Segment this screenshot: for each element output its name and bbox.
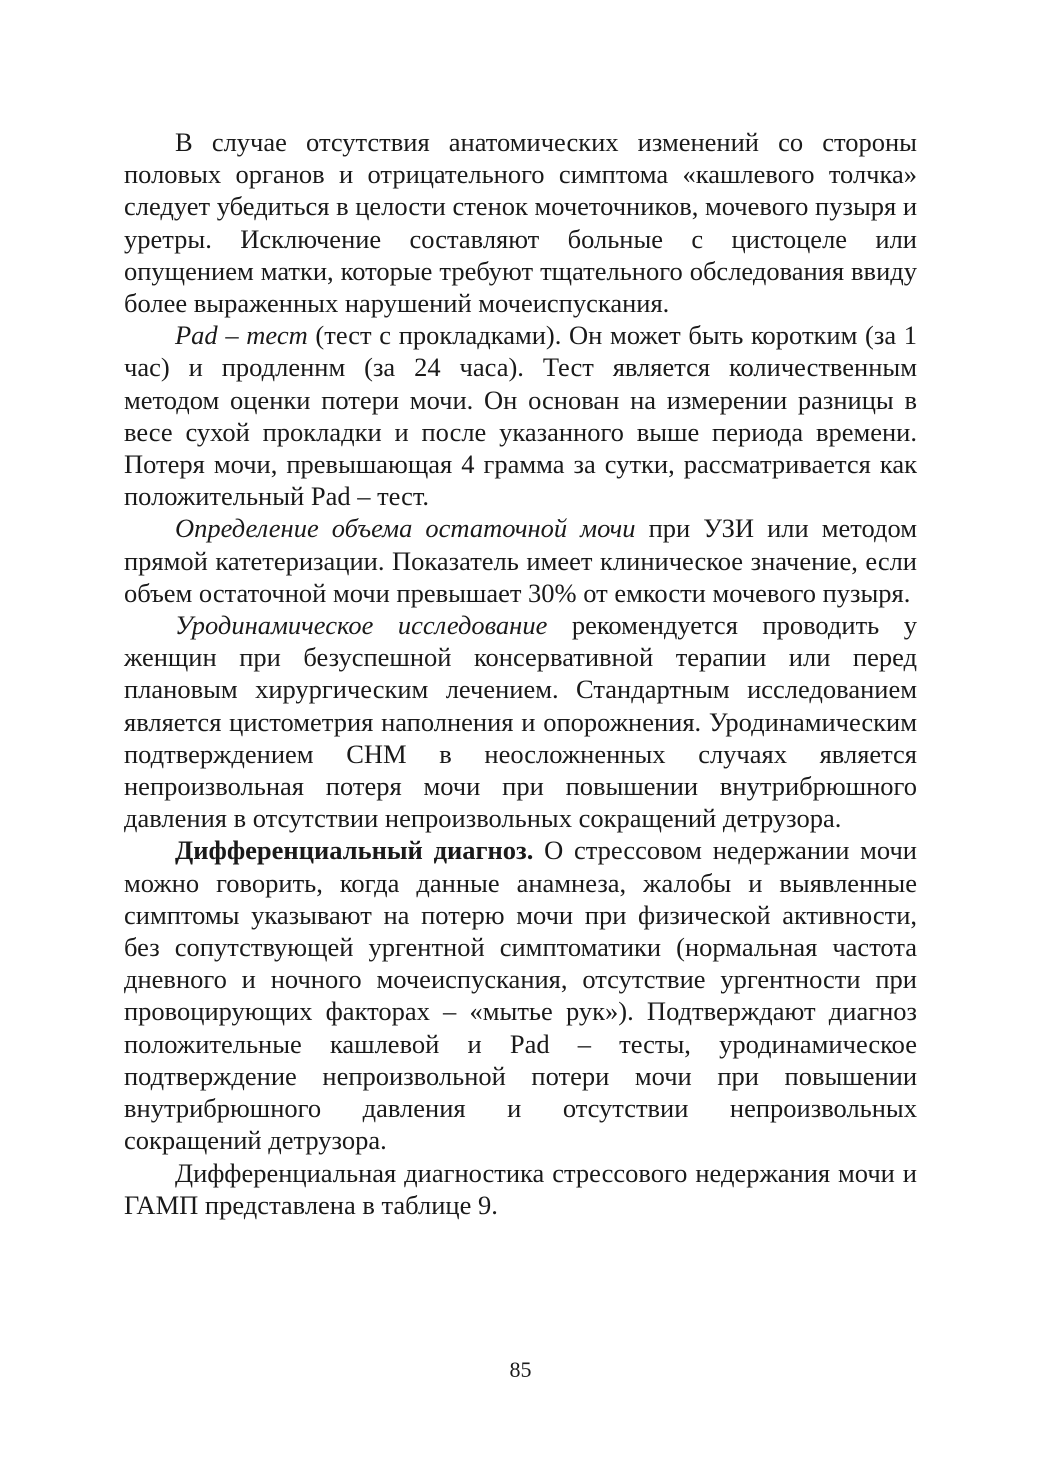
term-urodynamics: Уродинамическое исследование: [175, 610, 548, 641]
paragraph-urodynamics: [124, 609, 917, 834]
paragraph-residual-urine: [124, 512, 917, 609]
paragraph-text: рекомендуется проводить у женщин при безуспешной консервативной терапии или перед плановым хирургическим лечением. Стандартным исследованием является цистометрия наполнения и опорожнения. Уродинамическим подтверждением СНМ в неосложненных случаях является непроизвольная потеря мочи при повышении внутрибрюшного давления в отсутствии непроизвольных сокращений детрузора.: [124, 610, 917, 834]
paragraph-text: О стрессовом недержании мочи можно говорить, когда данные анамнеза, жалобы и выявленные симптомы указывают на потерю мочи при физической активности, без сопутствующей ургентной симптоматики (нормальная частота дневного и ночного мочеиспускания, отсутствие ургентности при провоцирующих факторах – «мытье рук»). Подтверждают диагноз положительные кашлевой и Pad – тесты, уродинамическое подтверждение непроизвольной потери мочи при повышении внутрибрюшного давления и отсутствии непроизвольных сокращений детрузора.: [124, 835, 917, 1156]
page-body: [124, 126, 917, 1221]
page-number: 85: [509, 1357, 532, 1382]
section-heading-differential-diagnosis: Дифференциальный диагноз.: [175, 835, 534, 866]
paragraph-text: при УЗИ или методом прямой катетеризации. Показатель имеет клиническое значение, если объем остаточной мочи превышает 30% от емкости мочевого пузыря.: [124, 513, 918, 608]
paragraph-pad-test: [124, 319, 917, 512]
paragraph-table-reference: [124, 1157, 917, 1221]
paragraph-differential-diagnosis: [124, 834, 917, 1156]
paragraph-text: Дифференциальная диагностика стрессового недержания мочи и ГАМП представлена в таблице 9.: [124, 1157, 917, 1220]
paragraph-anatomy: [124, 126, 917, 319]
paragraph-text: (тест с прокладками). Он может быть коротким (за 1 час) и продленнм (за 24 часа). Тест является количественным методом оценки потери мочи. Он основан на измерении разницы в весе сухой прокладки и после указанного выше периода времени. Потеря мочи, превышающая 4 грамма за сутки, рассматривается как положительный Pad – тест.: [124, 320, 918, 512]
paragraph-text: В случае отсутствия анатомических изменений со стороны половых органов и отрицательного симптома «кашлевого толчка» следует убедиться в целости стенок мочеточников, мочевого пузыря и уретры. Исключение составляют больные с цистоцеле или опущением матки, которые требуют тщательного обследования ввиду более выраженных нарушений мочеиспускания.: [124, 127, 917, 319]
term-residual-urine: Определение объема остаточной мочи: [175, 513, 636, 544]
term-pad-test: Pad – тест: [175, 320, 308, 351]
